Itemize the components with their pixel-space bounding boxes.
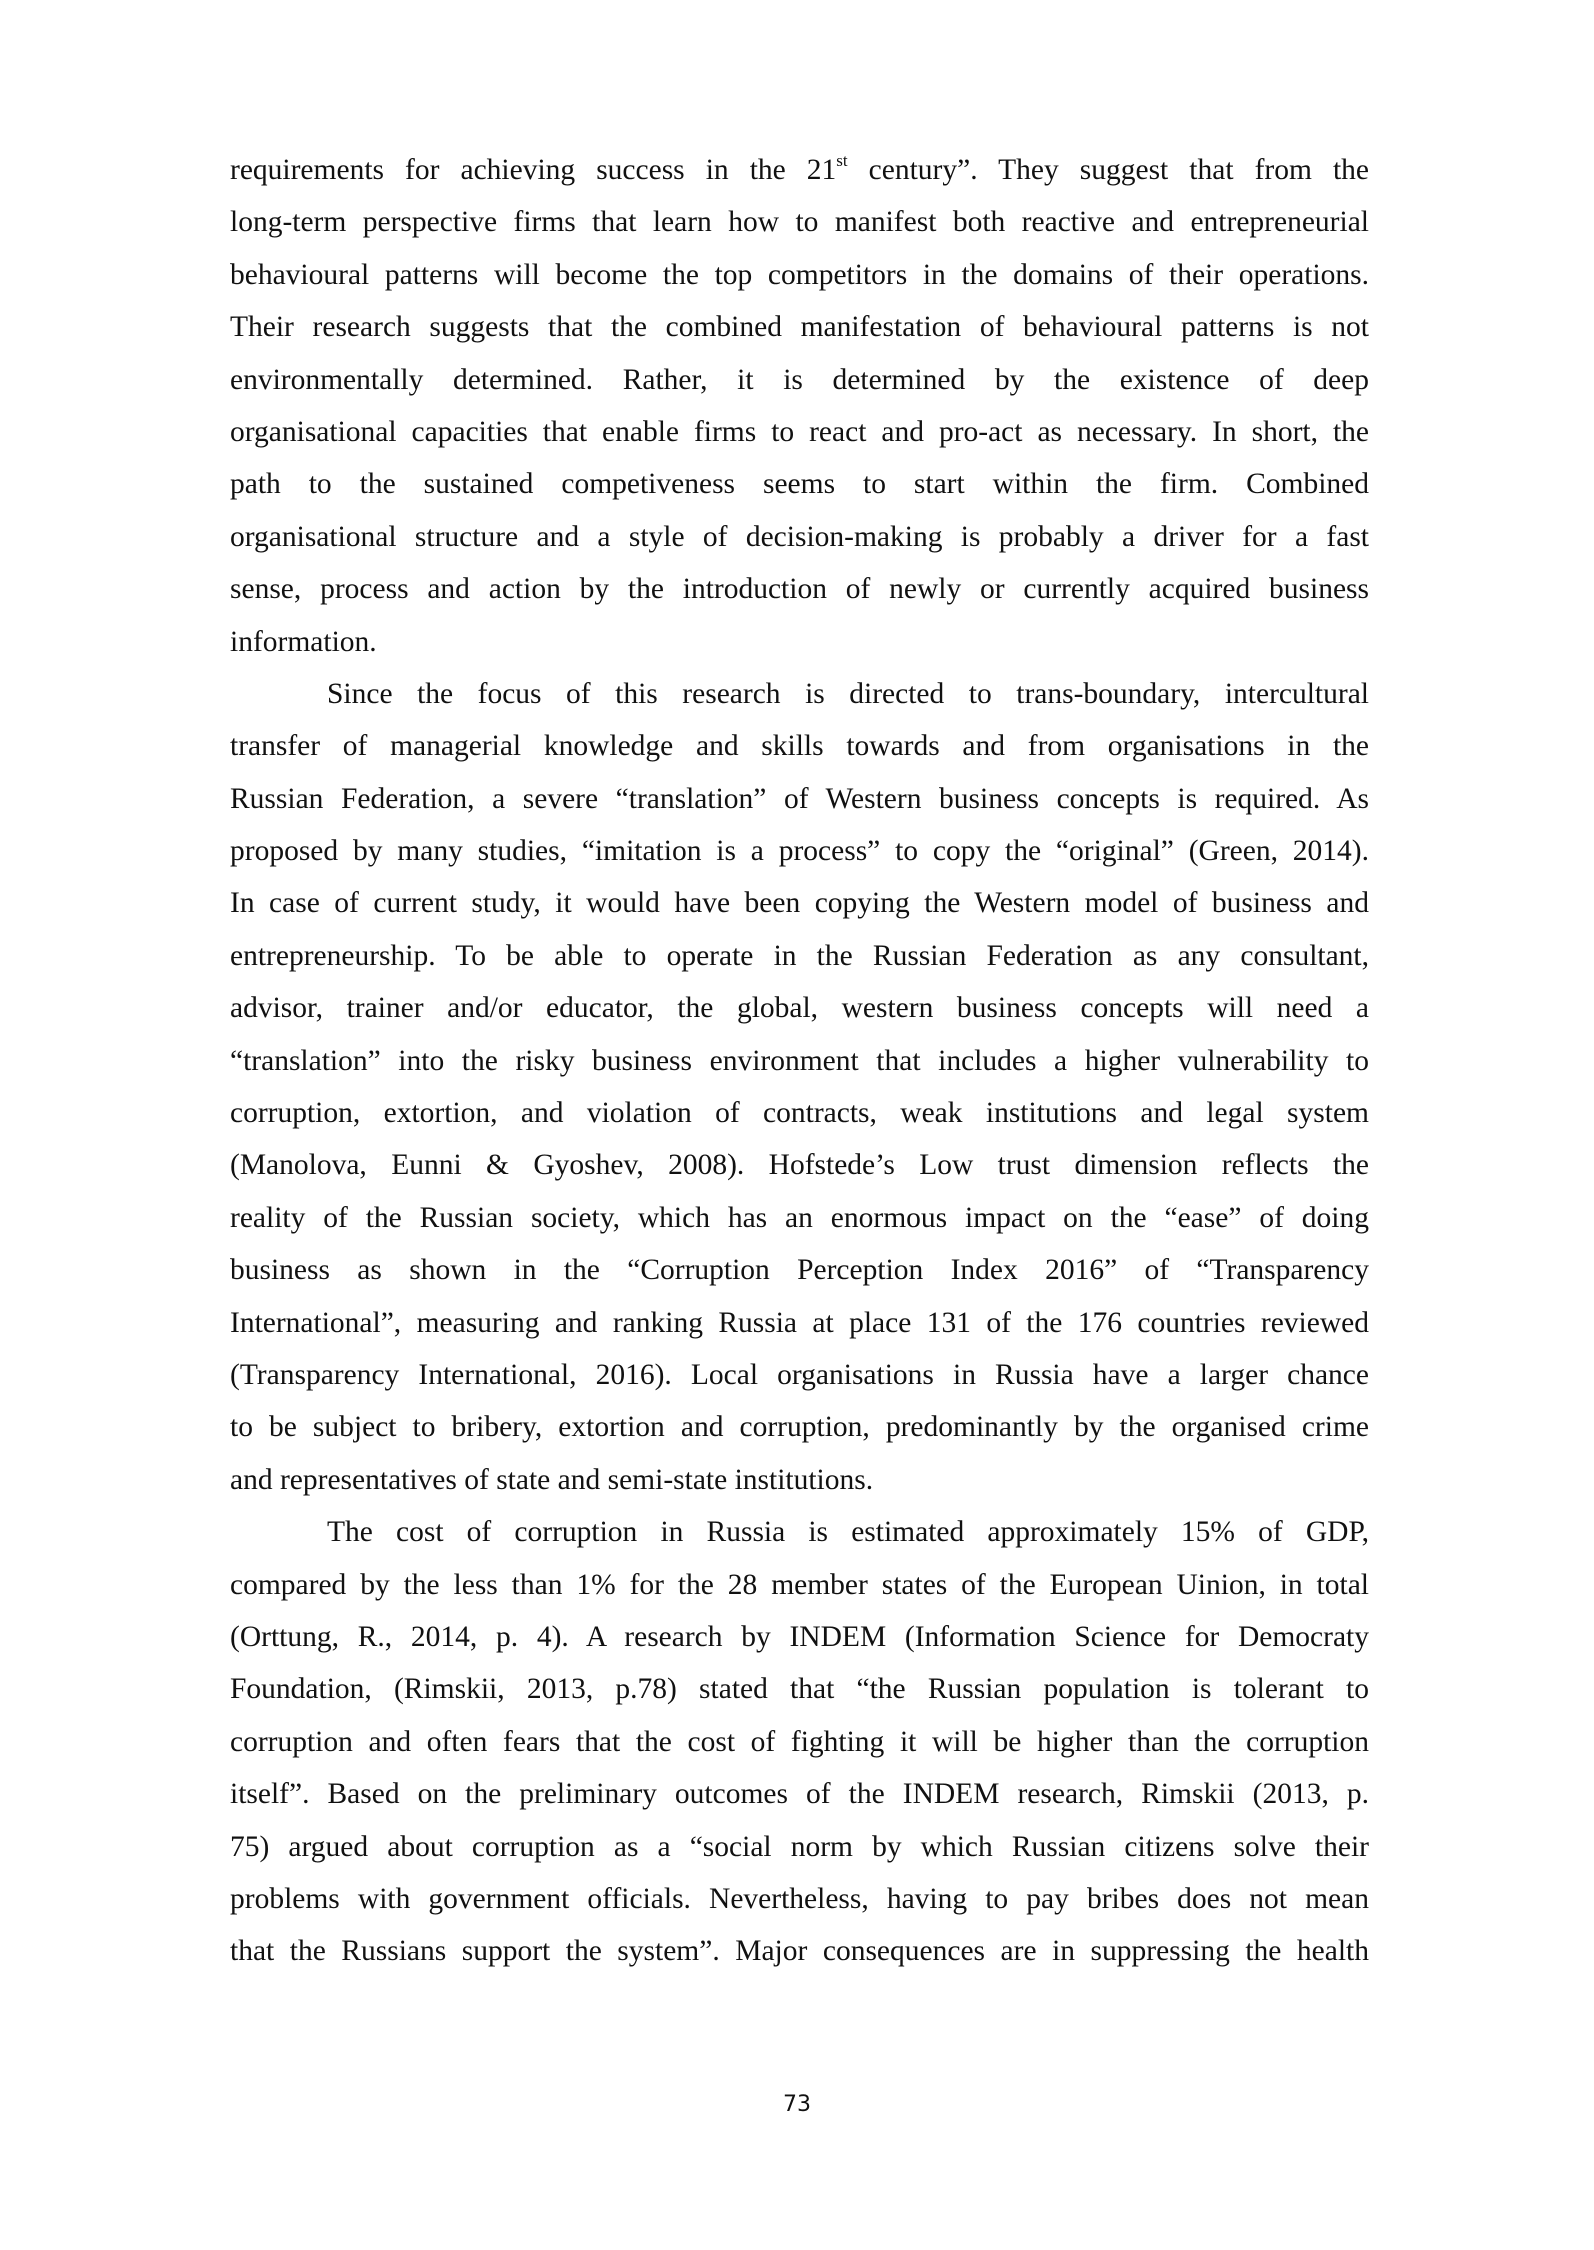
- text-line: [230, 144, 1369, 196]
- text-line: compared by the less than 1% for the 28 member states of the European Uinion, in total: [230, 1568, 1369, 1601]
- text-line: corruption, extortion, and violation of contracts, weak institutions and legal system: [230, 1097, 1369, 1130]
- text-line: Their research suggests that the combined manifestation of behavioural patterns is not: [230, 311, 1369, 344]
- text-line: 75) argued about corruption as a “social norm by which Russian citizens solve their: [230, 1830, 1369, 1863]
- text-line: organisational capacities that enable firms to react and pro-act as necessary. In short, the: [230, 415, 1369, 448]
- text-line: Foundation, (Rimskii, 2013, p.78) stated that “the Russian population is tolerant to: [230, 1673, 1369, 1706]
- text-line: and representatives of state and semi-state institutions.: [230, 1463, 874, 1496]
- text-line: In case of current study, it would have been copying the Western model of business and: [230, 887, 1369, 920]
- text-line: entrepreneurship. To be able to operate in the Russian Federation as any consultant,: [230, 939, 1369, 972]
- text-line: to be subject to bribery, extortion and corruption, predominantly by the organised crime: [230, 1411, 1369, 1444]
- text-line: advisor, trainer and/or educator, the global, western business concepts will need a: [230, 992, 1369, 1025]
- text-line: The cost of corruption in Russia is estimated approximately 15% of GDP,: [327, 1516, 1369, 1549]
- text-line: Russian Federation, a severe “translation” of Western business concepts is required. As: [230, 782, 1369, 815]
- text-line: transfer of managerial knowledge and skills towards and from organisations in the: [230, 730, 1369, 763]
- text-line: environmentally determined. Rather, it is determined by the existence of deep: [230, 363, 1369, 396]
- text-line: problems with government officials. Nevertheless, having to pay bribes does not mean: [230, 1882, 1369, 1915]
- text-line: behavioural patterns will become the top competitors in the domains of their operations.: [230, 258, 1369, 291]
- text-line: (Transparency International, 2016). Local organisations in Russia have a larger chance: [230, 1358, 1369, 1391]
- text-line: (Orttung, R., 2014, p. 4). A research by INDEM (Information Science for Democraty: [230, 1620, 1369, 1653]
- superscript: st: [836, 151, 848, 170]
- text-segment: requirements for achieving success in the 21: [230, 154, 837, 186]
- text-line: long-term perspective firms that learn how to manifest both reactive and entrepreneurial: [230, 206, 1369, 239]
- text-line: that the Russians support the system”. Major consequences are in suppressing the health: [230, 1935, 1369, 1968]
- text-line: proposed by many studies, “imitation is a process” to copy the “original” (Green, 2014).: [230, 835, 1369, 868]
- text-line: corruption and often fears that the cost of fighting it will be higher than the corruption: [230, 1725, 1369, 1758]
- text-segment: century”. They suggest that from the: [847, 154, 1369, 186]
- text-line: reality of the Russian society, which has an enormous impact on the “ease” of doing: [230, 1201, 1369, 1234]
- text-lines: [230, 196, 1369, 1977]
- text-line: “translation” into the risky business environment that includes a higher vulnerability to: [230, 1044, 1369, 1077]
- text-line: International”, measuring and ranking Russia at place 131 of the 176 countries reviewed: [230, 1306, 1369, 1339]
- text-line: (Manolova, Eunni & Gyoshev, 2008). Hofstede’s Low trust dimension reflects the: [230, 1149, 1369, 1182]
- text-line: business as shown in the “Corruption Perception Index 2016” of “Transparency: [230, 1254, 1369, 1287]
- page-number: 73: [783, 2092, 811, 2117]
- text-line: path to the sustained competiveness seems to start within the firm. Combined: [230, 468, 1369, 501]
- text-line: Since the focus of this research is directed to trans-boundary, intercultural: [327, 677, 1369, 710]
- text-line: itself”. Based on the preliminary outcomes of the INDEM research, Rimskii (2013, p.: [230, 1778, 1369, 1811]
- document-body: [230, 144, 1369, 1978]
- text-line: information.: [230, 625, 377, 658]
- text-line: sense, process and action by the introduction of newly or currently acquired business: [230, 573, 1369, 606]
- text-line: organisational structure and a style of decision-making is probably a driver for a fast: [230, 520, 1369, 553]
